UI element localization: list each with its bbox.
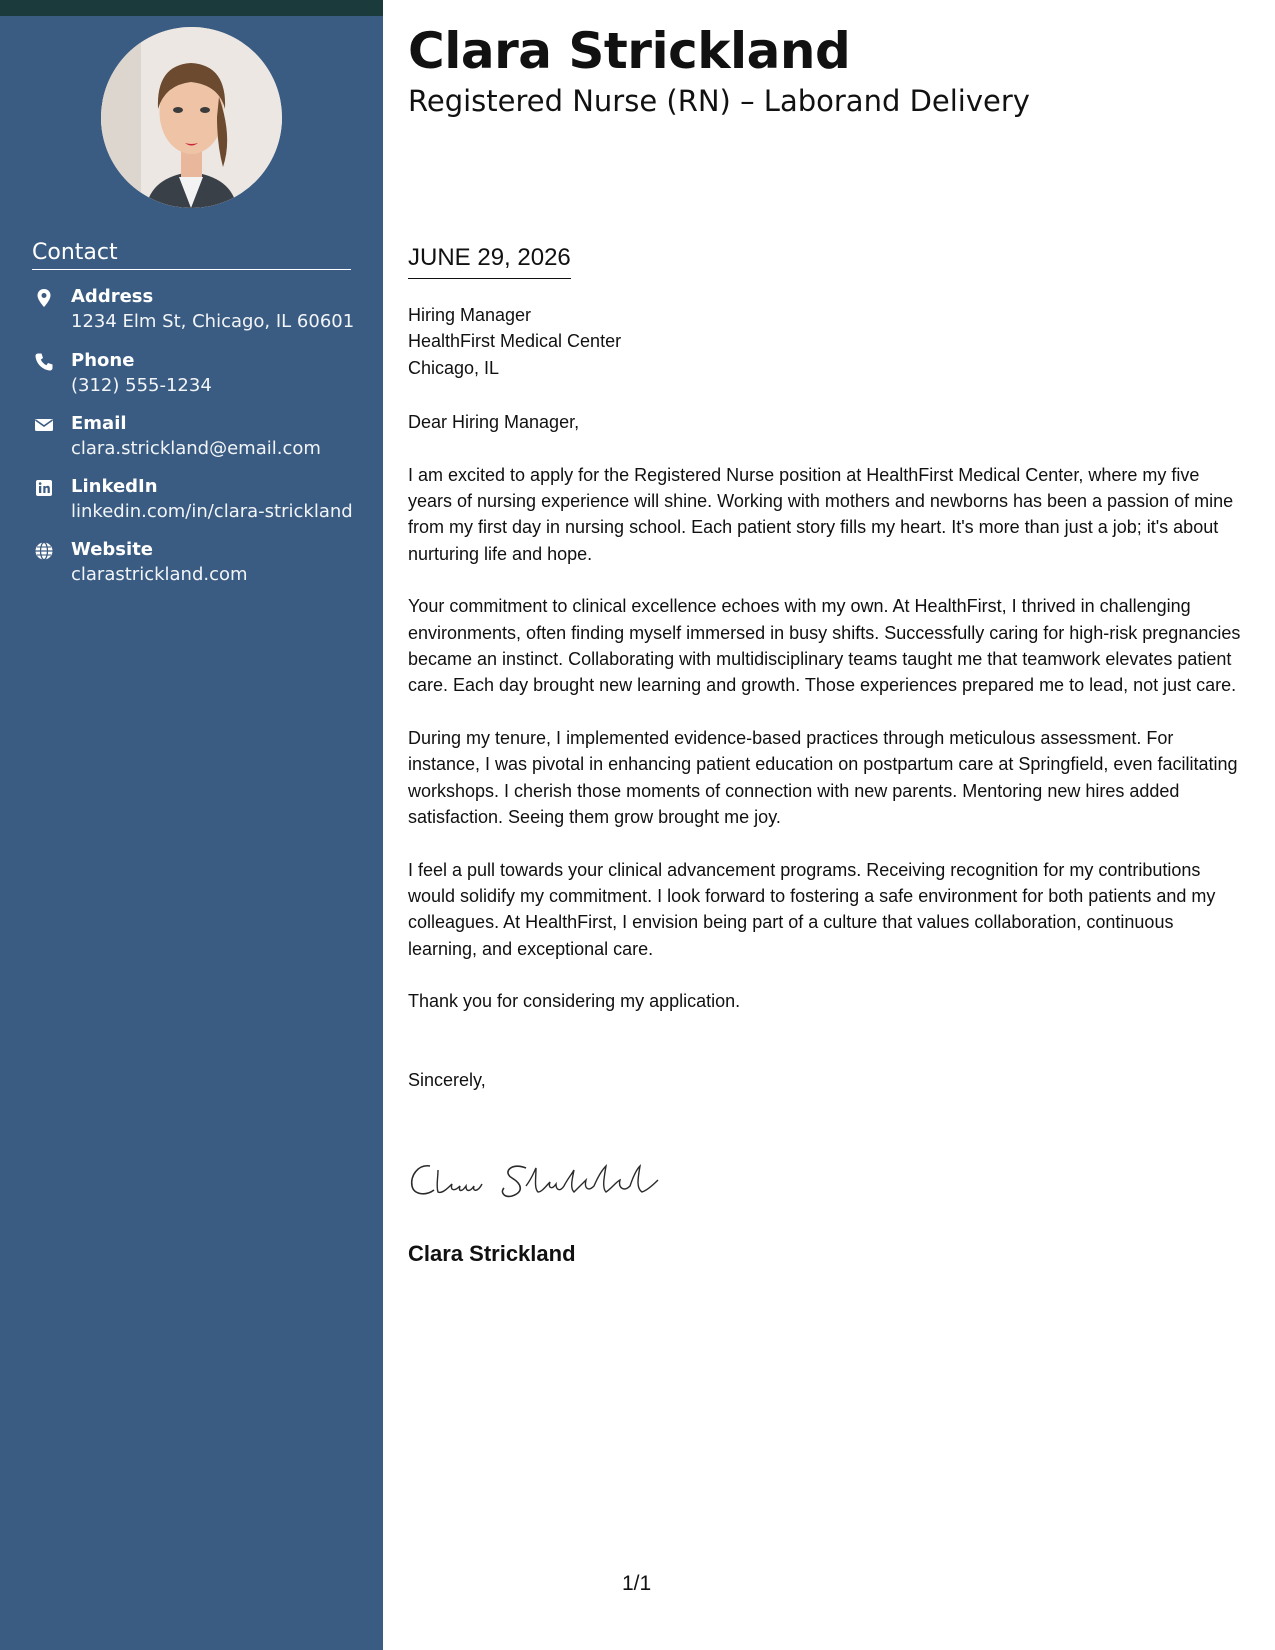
salutation: Dear Hiring Manager, [408,412,580,433]
signed-name: Clara Strickland [408,1241,576,1266]
applicant-name: Clara Strickland [408,22,851,80]
contact-label: LinkedIn [71,476,158,497]
phone-value: (312) 555-1234 [71,375,212,396]
envelope-icon [34,415,54,435]
email-value: clara.strickland@email.com [71,438,321,459]
website-value: clarastrickland.com [71,564,248,585]
contact-label: Email [71,413,127,434]
linkedin-value: linkedin.com/in/clara-strickland [71,501,353,522]
paragraph: Your commitment to clinical excellence echoes with my own. At HealthFirst, I thrived in challenging environments, often finding myself immersed in busy shifts. Successfully caring for high-risk pregnancies became an instinct. Collaborating with multidisciplinary teams taught me that teamwork elevates patient care. Each day brought new learning and growth. Those experiences prepared me to lead, not just care. [408,596,1241,696]
globe-icon [34,541,54,561]
map-pin-icon [34,288,54,308]
page-number: 1/1 [622,1572,652,1595]
phone-icon [34,352,54,372]
recipient-line: Hiring Manager [408,305,532,325]
letter-date: JUNE 29, 2026 [408,244,571,279]
letter-body [408,302,1246,1093]
recipient-block [408,302,1246,381]
contact-label: Address [71,286,154,307]
paragraph: Thank you for considering my application. [408,991,741,1012]
linkedin-icon [34,478,54,498]
profile-photo [101,27,282,208]
paragraph: I am excited to apply for the Registered Nurse position at HealthFirst Medical Center, where my five years of nursing experience will shine. Working with mothers and newborns has been a passion of mine from my first day in nursing school. Each patient story fills my heart. It's more than just a job; it's about nurturing life and hope. [408,464,1234,564]
recipient-line: HealthFirst Medical Center [408,331,622,352]
paragraph: I feel a pull towards your clinical advancement programs. Receiving recognition for my contributions would solidify my commitment. I look forward to fostering a safe environment for both patients and my colleagues. At HealthFirst, I envision being part of a culture that values collaboration, continuous learning, and exceptional care. [408,859,1216,959]
paragraph: During my tenure, I implemented evidence-based practices through meticulous assessment. For instance, I was pivotal in enhancing patient education on postpartum care at Springfield, even facilitating workshops. I cherish those moments of connection with new parents. Mentoring new hires added satisfaction. Seeing them grow brought me joy. [408,727,1238,828]
applicant-role: Registered Nurse (RN) – Laborand Delivery [408,84,1030,118]
contact-label: Phone [71,350,135,371]
contact-label: Website [71,539,154,560]
sidebar-top-bar [0,0,383,16]
handwritten-signature [408,1158,673,1200]
address-value: 1234 Elm St, Chicago, IL 60601 [71,311,355,332]
avatar [101,27,282,208]
recipient-line: Chicago, IL [408,357,500,378]
closing: Sincerely, [408,1069,486,1090]
contact-title: Contact [32,240,351,270]
sidebar [0,0,383,1650]
